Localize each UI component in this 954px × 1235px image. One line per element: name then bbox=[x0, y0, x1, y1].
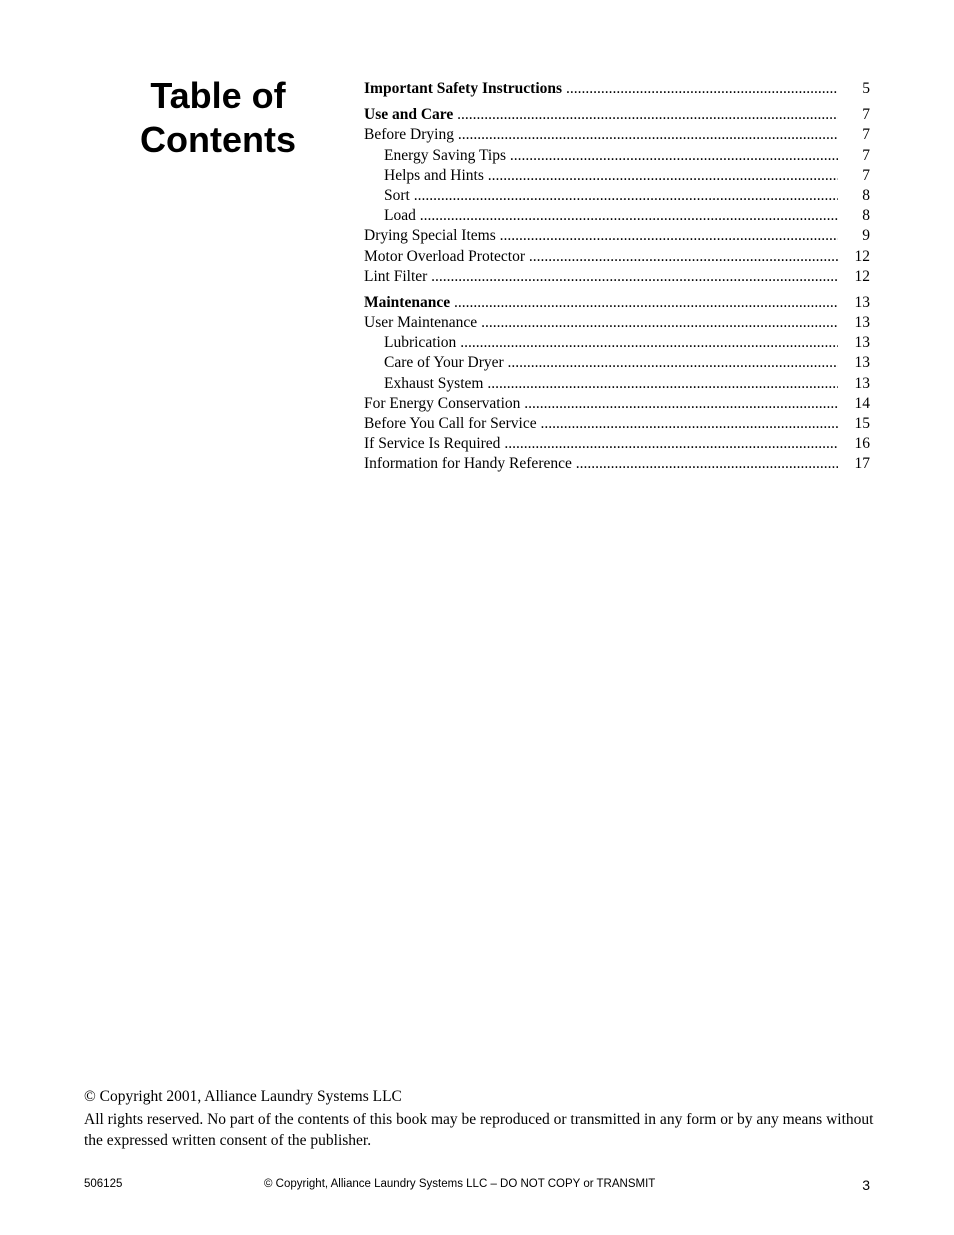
toc-entry bbox=[364, 414, 870, 434]
toc-entry-page: 13 bbox=[854, 314, 870, 332]
toc-entry-page: 7 bbox=[862, 166, 870, 184]
page-footer bbox=[84, 1176, 870, 1192]
toc-entry-label: Sort ..... bbox=[384, 186, 838, 206]
copyright-notice: © Copyright, Alliance Laundry Systems LLC – DO NOT COPY or TRANSMIT bbox=[264, 1178, 656, 1190]
toc-entry-page: 13 bbox=[854, 354, 870, 372]
toc-entry-label: Important Safety Instructions ..... bbox=[364, 79, 838, 99]
toc-entry bbox=[364, 267, 870, 287]
toc-entry-page: 8 bbox=[862, 207, 870, 225]
toc-entry bbox=[364, 454, 870, 474]
toc-entry bbox=[364, 226, 870, 246]
toc-entry-label: Helps and Hints ..... bbox=[384, 166, 838, 186]
toc-entry-page: 5 bbox=[862, 80, 870, 97]
toc-entry-page: 8 bbox=[862, 186, 870, 204]
toc-entry bbox=[364, 333, 870, 353]
toc-entry-label: For Energy Conservation ..... bbox=[364, 394, 838, 414]
toc-entry bbox=[364, 313, 870, 333]
toc-entry-page: 13 bbox=[854, 334, 870, 352]
table-of-contents bbox=[364, 79, 870, 475]
toc-entry-label: Lint Filter ..... bbox=[364, 267, 838, 287]
toc-entry bbox=[364, 434, 870, 454]
toc-entry-page: 7 bbox=[862, 106, 870, 124]
toc-entry-label: Care of Your Dryer ..... bbox=[384, 353, 838, 373]
toc-entry-page: 16 bbox=[854, 435, 870, 453]
document-number: 506125 bbox=[84, 1178, 123, 1190]
toc-entry-label: Information for Handy Reference ..... bbox=[364, 454, 838, 474]
copyright-line: © Copyright 2001, Alliance Laundry Systems LLC bbox=[84, 1088, 402, 1105]
toc-entry-page: 12 bbox=[854, 267, 870, 285]
toc-entry bbox=[364, 394, 870, 414]
toc-entry-label: Motor Overload Protector ..... bbox=[364, 247, 838, 267]
toc-entry bbox=[364, 374, 870, 394]
rights-statement: All rights reserved. No part of the contents of this book may be reproduced or transmitted in any form or by any means without the expressed written consent of the publisher. bbox=[84, 1111, 874, 1149]
toc-entry-label: Use and Care ..... bbox=[364, 105, 838, 125]
toc-entry bbox=[364, 247, 870, 267]
toc-entry bbox=[364, 353, 870, 373]
toc-entry-label: User Maintenance ..... bbox=[364, 313, 838, 333]
toc-entry-label: Exhaust System ..... bbox=[384, 374, 838, 394]
page-title-line2: Contents bbox=[140, 119, 296, 160]
toc-entry-page: 9 bbox=[862, 227, 870, 245]
toc-entry-label: Load ..... bbox=[384, 206, 838, 226]
toc-entry-page: 7 bbox=[862, 146, 870, 164]
toc-entry-label: Energy Saving Tips ..... bbox=[384, 146, 838, 166]
toc-entry-page: 7 bbox=[862, 126, 870, 144]
toc-entry bbox=[364, 293, 870, 313]
toc-entry bbox=[364, 186, 870, 206]
toc-entry-label: Lubrication ..... bbox=[384, 333, 838, 353]
toc-entry-label: Before You Call for Service ..... bbox=[364, 414, 838, 434]
toc-entry-page: 15 bbox=[854, 415, 870, 432]
page-title-line1: Table of bbox=[150, 75, 286, 116]
toc-entry bbox=[364, 125, 870, 145]
toc-entry-page: 12 bbox=[854, 247, 870, 265]
copyright-block bbox=[84, 1086, 874, 1151]
toc-entry-page: 13 bbox=[854, 374, 870, 392]
toc-entry bbox=[364, 79, 870, 99]
toc-entry-page: 17 bbox=[854, 455, 870, 473]
toc-entry bbox=[364, 206, 870, 226]
toc-entry-label: Before Drying ..... bbox=[364, 125, 838, 145]
toc-entry-label: Drying Special Items ..... bbox=[364, 226, 838, 246]
toc-entry-page: 13 bbox=[854, 293, 870, 311]
toc-entry bbox=[364, 105, 870, 125]
toc-entry bbox=[364, 146, 870, 166]
toc-entry-label: If Service Is Required ..... bbox=[364, 434, 838, 454]
toc-entry-page: 14 bbox=[854, 394, 870, 412]
toc-entry-label: Maintenance ..... bbox=[364, 293, 838, 313]
page-number: 3 bbox=[862, 1177, 870, 1193]
toc-entry bbox=[364, 166, 870, 186]
page-title bbox=[120, 74, 316, 162]
